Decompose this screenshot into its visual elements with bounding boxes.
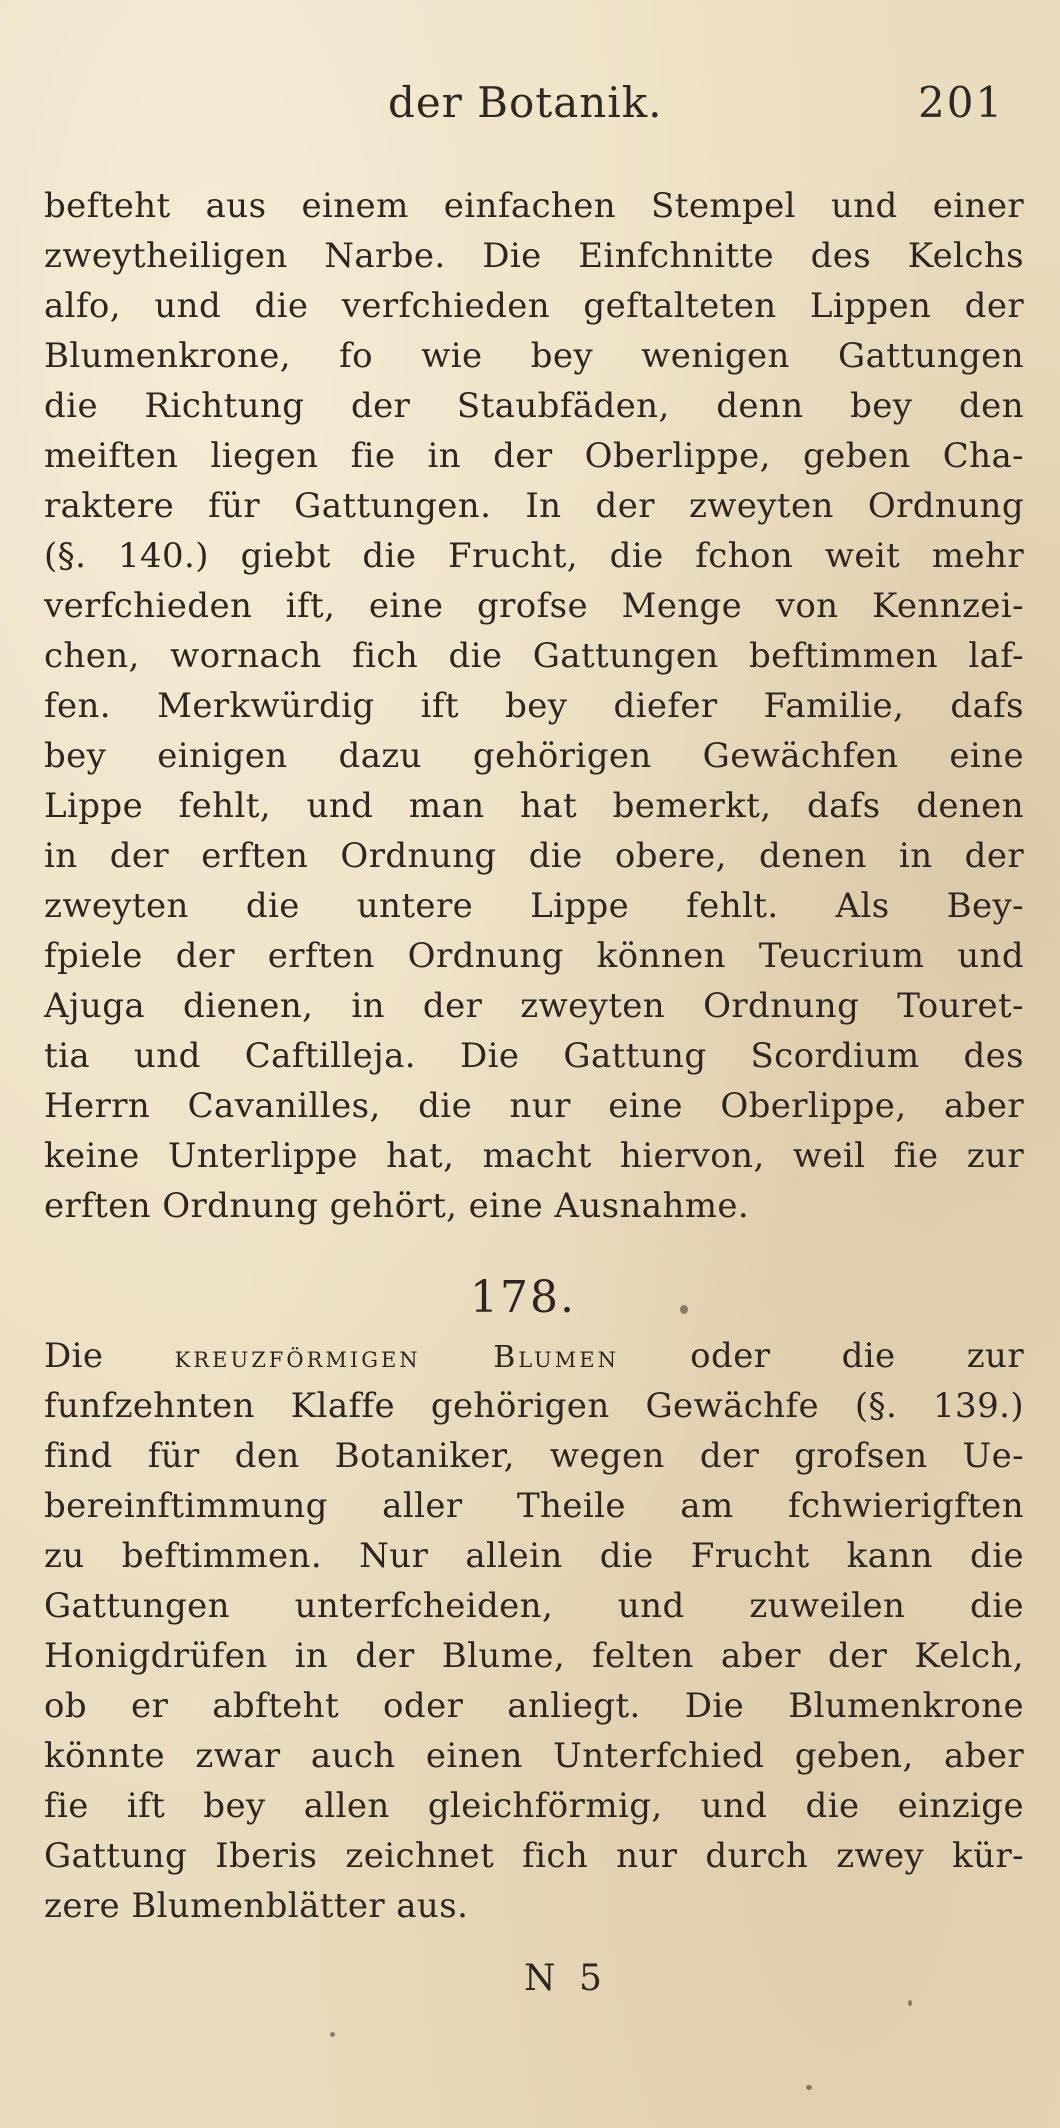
text-line: zweyten die untere Lippe fehlt. Als Bey- [44, 886, 1024, 926]
ink-speck [680, 1305, 688, 1314]
text-line: erften Ordnung gehört, eine Ausnahme. [44, 1186, 750, 1226]
smallcaps-term: kreuzförmigen Blumen [174, 1340, 619, 1375]
text-line: Gattungen unterfcheiden, und zuweilen die [44, 1586, 1024, 1626]
text-line: meiften liegen fie in der Oberlippe, geben Cha- [44, 436, 1024, 476]
text-line: funfzehnten Klaffe gehörigen Gewächfe (§. 139.) [44, 1386, 1024, 1426]
text-line: (§. 140.) giebt die Frucht, die fchon weit mehr [44, 536, 1024, 576]
line-end: oder die zur [690, 1336, 1024, 1376]
text-line: ob er abfteht oder anliegt. Die Blumenkrone [44, 1686, 1024, 1726]
text-line: befteht aus einem einfachen Stempel und einer [44, 186, 1024, 226]
text-line: find für den Botaniker, wegen der grofsen Ue- [44, 1436, 1024, 1476]
text-line: Lippe fehlt, und man hat bemerkt, dafs denen [44, 786, 1024, 826]
text-line: verfchieden ift, eine grofse Menge von Kennzei- [44, 586, 1024, 626]
text-line-first [44, 1334, 1024, 1380]
text-line: Ajuga dienen, in der zweyten Ordnung Touret- [44, 986, 1024, 1026]
text-line: tia und Caftilleja. Die Gattung Scordium des [44, 1036, 1024, 1076]
text-line: Honigdrüfen in der Blume, felten aber der Kelch, [44, 1636, 1024, 1676]
text-line: keine Unterlippe hat, macht hiervon, weil fie zur [44, 1136, 1024, 1176]
text-line: zere Blumenblätter aus. [44, 1886, 469, 1926]
section-number: 178. [470, 1272, 576, 1323]
ink-speck [908, 2000, 912, 2006]
text-line: fie ift bey allen gleichförmig, und die einzige [44, 1786, 1024, 1826]
running-head [0, 78, 1060, 138]
ink-speck [330, 2032, 335, 2037]
text-line: in der erften Ordnung die obere, denen in der [44, 836, 1024, 876]
text-line: Blumenkrone, fo wie bey wenigen Gattungen [44, 336, 1024, 376]
text-line: bey einigen dazu gehörigen Gewächfen eine [44, 736, 1024, 776]
text-line: Gattung Iberis zeichnet fich nur durch zwey kür- [44, 1836, 1024, 1876]
line-start: Die [44, 1336, 104, 1376]
text-line: bereinftimmung aller Theile am fchwierigften [44, 1486, 1024, 1526]
running-title: der Botanik. [388, 78, 663, 127]
page-number: 201 [918, 78, 1005, 127]
ink-speck [806, 2085, 812, 2090]
text-line: raktere für Gattungen. In der zweyten Ordnung [44, 486, 1024, 526]
text-line: chen, wornach fich die Gattungen beftimmen laf- [44, 636, 1024, 676]
text-line: zu beftimmen. Nur allein die Frucht kann die [44, 1536, 1024, 1576]
text-line: die Richtung der Staubfäden, denn bey den [44, 386, 1024, 426]
text-line: zweytheiligen Narbe. Die Einfchnitte des Kelchs [44, 236, 1024, 276]
text-line: fen. Merkwürdig ift bey diefer Familie, dafs [44, 686, 1024, 726]
text-line: könnte zwar auch einen Unterfchied geben, aber [44, 1736, 1024, 1776]
text-line: alfo, und die verfchieden geftalteten Lippen der [44, 286, 1024, 326]
catchword: N 5 [524, 1958, 608, 1999]
text-line: fpiele der erften Ordnung können Teucrium und [44, 936, 1024, 976]
text-line: Herrn Cavanilles, die nur eine Oberlippe, aber [44, 1086, 1024, 1126]
